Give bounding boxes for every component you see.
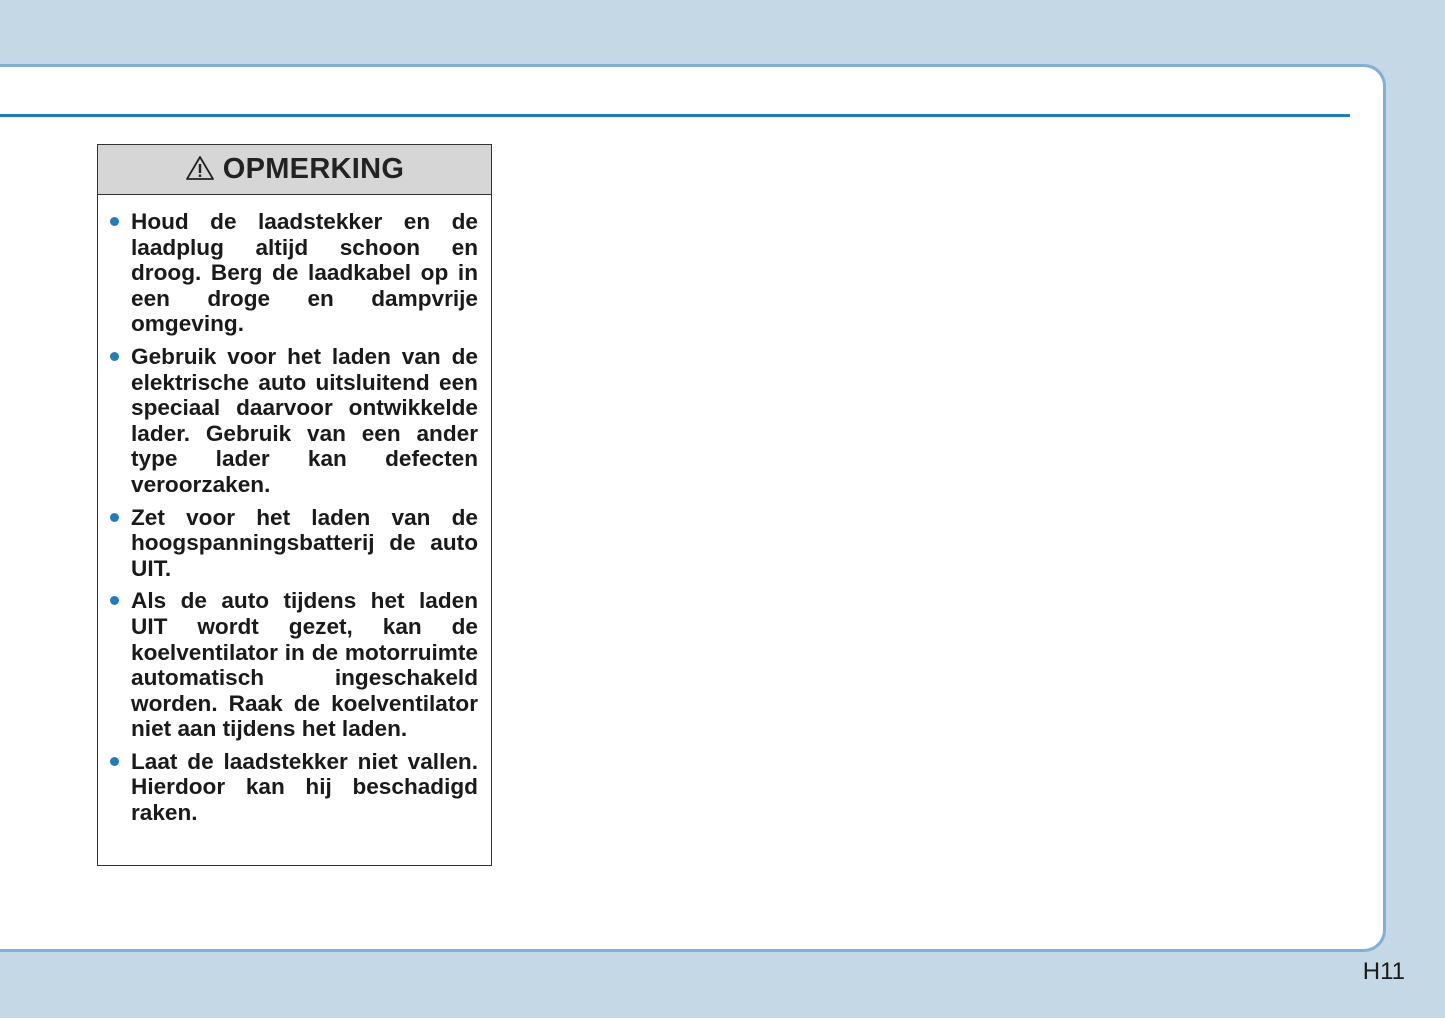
- notice-item-text: Laat de laadstekker niet vallen. Hierdoor kan hij beschadigd raken.: [131, 748, 478, 826]
- warning-triangle-icon: [185, 155, 215, 181]
- notice-item: [110, 209, 478, 337]
- notice-item-text: Houd de laadstekker en de laadplug altijd schoon en droog. Berg de laadkabel op in een droge en dampvrije omgeving.: [131, 209, 478, 337]
- bullet-icon: [110, 217, 119, 226]
- notice-item: [110, 588, 478, 742]
- bullet-icon: [110, 513, 119, 522]
- notice-item-text: Als de auto tijdens het laden UIT wordt gezet, kan de koelventilator in de motorruimte automatisch ingeschakeld worden. Raak de koelventilator niet aan tijdens het laden.: [131, 588, 478, 742]
- bullet-icon: [110, 352, 119, 361]
- bullet-icon: [110, 596, 119, 605]
- notice-item: [110, 749, 478, 826]
- notice-item: [110, 505, 478, 582]
- notice-box: [97, 144, 492, 866]
- page-number: H11: [1362, 958, 1405, 985]
- notice-item-text: Zet voor het laden van de hoogspanningsbatterij de auto UIT.: [131, 504, 478, 581]
- bullet-icon: [110, 757, 119, 766]
- notice-item: [110, 344, 478, 498]
- notice-header: [98, 145, 491, 195]
- notice-title: OPMERKING: [222, 153, 405, 185]
- notice-item-text: Gebruik voor het laden van de elektrische auto uitsluitend een speciaal daarvoor ontwikkelde lader. Gebruik van een ander type lader kan defecten veroorzaken.: [131, 343, 478, 497]
- header-rule: [0, 114, 1350, 117]
- notice-list: [98, 195, 491, 826]
